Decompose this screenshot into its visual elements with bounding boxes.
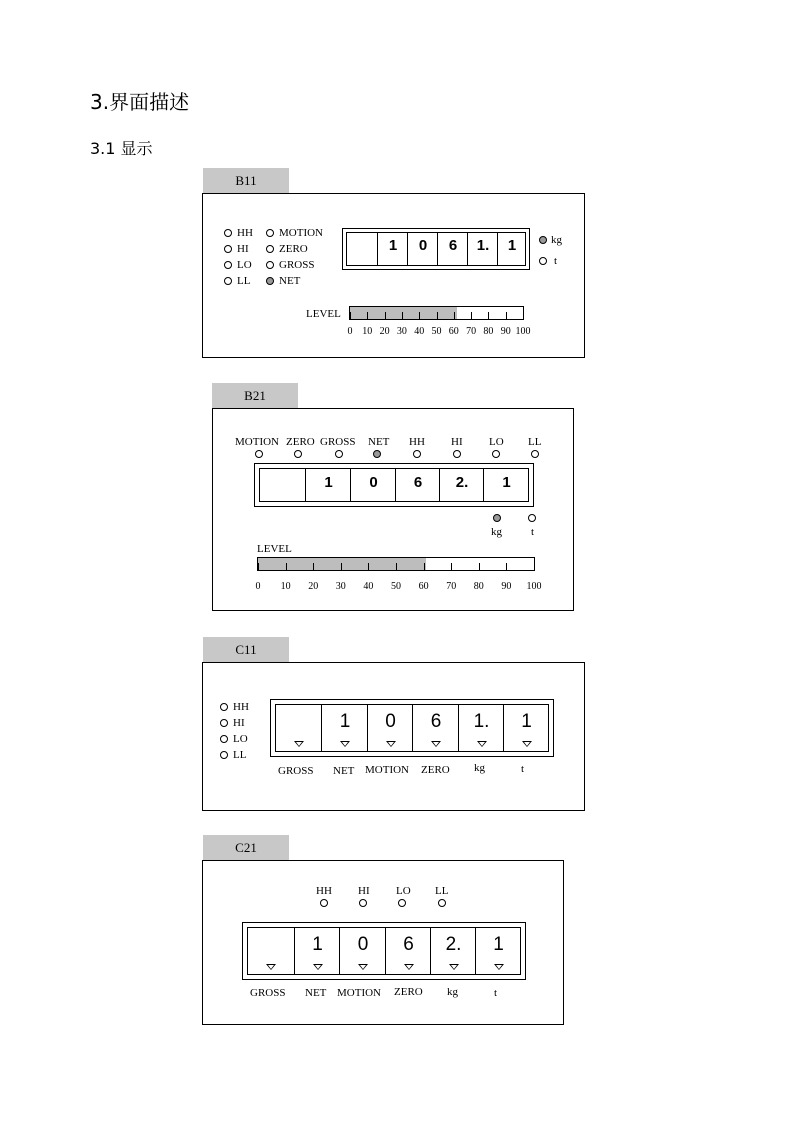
level-tick (258, 563, 259, 571)
level-tick (523, 312, 524, 320)
led-label: GROSS (320, 436, 356, 448)
level-scale-number: 60 (418, 581, 429, 592)
indicator-triangle-icon (431, 741, 441, 747)
digit-cell (276, 705, 321, 751)
digit-cell: 0 (339, 928, 386, 974)
level-scale-number: 20 (308, 581, 319, 592)
led-label: HI (237, 243, 249, 255)
digit-cell: 6 (437, 233, 468, 265)
panel-c11 (202, 662, 585, 811)
level-tick (402, 312, 403, 320)
indicator-label: MOTION (365, 764, 409, 776)
led-lo (220, 735, 228, 743)
level-tick (385, 312, 386, 320)
led-label: LO (489, 436, 504, 448)
digit-cell: 1 (305, 469, 351, 501)
level-scale-number: 100 (526, 581, 542, 592)
level-tick (396, 563, 397, 571)
led-label: LL (528, 436, 542, 448)
indicator-label: MOTION (337, 987, 381, 999)
indicator-label: t (494, 987, 498, 999)
led-label: HH (409, 436, 425, 448)
led-zero (294, 450, 302, 458)
led-label: HI (233, 717, 245, 729)
digit-cell: 1 (294, 928, 340, 974)
indicator-triangle-icon (477, 741, 487, 747)
level-tick (313, 563, 314, 571)
digit-cell: 6 (385, 928, 431, 974)
level-bar-fill (258, 558, 426, 570)
level-tick (424, 563, 425, 571)
led-label: LL (237, 275, 251, 287)
digit-cell: 1 (321, 705, 368, 751)
panel-c21-tab: C21 (203, 835, 289, 860)
level-tick (488, 312, 489, 320)
led-hh (224, 229, 232, 237)
indicator-label: GROSS (278, 765, 314, 777)
level-tick (437, 312, 438, 320)
unit-label: t (531, 526, 535, 538)
led-label: MOTION (235, 436, 279, 448)
indicator-triangle-icon (358, 964, 368, 970)
level-scale-number: 60 (448, 326, 459, 337)
level-scale-number: 30 (335, 581, 346, 592)
led-hh (320, 899, 328, 907)
level-tick (479, 563, 480, 571)
level-bar-fill (350, 307, 457, 319)
indicator-triangle-icon (294, 741, 304, 747)
indicator-triangle-icon (266, 964, 276, 970)
indicator-triangle-icon (313, 964, 323, 970)
weight-display (254, 463, 534, 507)
led-gross (266, 261, 274, 269)
led-ll (224, 277, 232, 285)
panel-b11 (202, 193, 585, 358)
indicator-triangle-icon (404, 964, 414, 970)
led-label: LO (396, 885, 411, 897)
unit-led-kg (539, 236, 547, 244)
level-tick (506, 312, 507, 320)
led-lo (224, 261, 232, 269)
led-hi (359, 899, 367, 907)
level-scale-number: 100 (515, 326, 531, 337)
led-ll (531, 450, 539, 458)
level-tick (367, 312, 368, 320)
unit-led-t (539, 257, 547, 265)
indicator-label: NET (333, 765, 355, 777)
led-hi (453, 450, 461, 458)
led-label: MOTION (279, 227, 323, 239)
digit-cell: 1 (503, 705, 549, 751)
panel-c21 (202, 860, 564, 1025)
digit-cell: 1 (377, 233, 408, 265)
level-tick (454, 312, 455, 320)
level-scale-number: 40 (363, 581, 374, 592)
panel-b21 (212, 408, 574, 611)
level-scale-number: 40 (414, 326, 425, 337)
level-scale-number: 10 (362, 326, 373, 337)
led-label: LO (233, 733, 248, 745)
led-label: HH (237, 227, 253, 239)
led-zero (266, 245, 274, 253)
led-net (373, 450, 381, 458)
digit-cell: 0 (350, 469, 396, 501)
led-label: HH (233, 701, 249, 713)
indicator-label: ZERO (394, 986, 423, 998)
indicator-triangle-icon (522, 741, 532, 747)
indicator-triangle-icon (494, 964, 504, 970)
weight-display (342, 228, 530, 270)
level-scale-number: 20 (379, 326, 390, 337)
indicator-label: GROSS (250, 987, 286, 999)
led-label: NET (279, 275, 301, 287)
led-label: LO (237, 259, 252, 271)
level-tick (368, 563, 369, 571)
indicator-label: ZERO (421, 764, 450, 776)
led-label: LL (233, 749, 247, 761)
digit-cell (248, 928, 294, 974)
level-tick (534, 563, 535, 571)
level-scale-number: 70 (446, 581, 457, 592)
level-tick (506, 563, 507, 571)
led-label: ZERO (279, 243, 308, 255)
digit-cell: 1 (483, 469, 529, 501)
unit-label: kg (491, 526, 502, 538)
led-ll (220, 751, 228, 759)
section-heading: 3.界面描述 (90, 90, 190, 114)
level-label: LEVEL (257, 543, 292, 555)
level-scale-number: 80 (473, 581, 484, 592)
digit-cell: 1. (467, 233, 498, 265)
digit-cell: 1 (475, 928, 521, 974)
led-label: LL (435, 885, 449, 897)
indicator-label: NET (305, 987, 327, 999)
led-hi (224, 245, 232, 253)
level-scale-number: 90 (501, 581, 512, 592)
digit-cell: 1 (497, 233, 526, 265)
panel-b11-tab: B11 (203, 168, 289, 193)
level-scale-number: 50 (391, 581, 401, 592)
led-label: HH (316, 885, 332, 897)
indicator-triangle-icon (340, 741, 350, 747)
level-scale-number: 90 (500, 326, 511, 337)
led-motion (255, 450, 263, 458)
digit-cell: 0 (407, 233, 438, 265)
level-tick (471, 312, 472, 320)
led-hh (413, 450, 421, 458)
level-scale-number: 80 (483, 326, 494, 337)
digit-cell (260, 469, 305, 501)
led-gross (335, 450, 343, 458)
digit-cell: 1. (458, 705, 504, 751)
unit-led-t (528, 514, 536, 522)
digit-cell: 6 (395, 469, 440, 501)
led-hh (220, 703, 228, 711)
digit-cell (347, 233, 377, 265)
panel-c11-tab: C11 (203, 637, 289, 662)
level-scale-number: 0 (347, 326, 353, 337)
led-label: NET (368, 436, 390, 448)
digit-cell: 6 (412, 705, 459, 751)
level-tick (451, 563, 452, 571)
level-scale-number: 30 (396, 326, 407, 337)
level-scale-number: 70 (466, 326, 477, 337)
level-tick (341, 563, 342, 571)
indicator-label: t (521, 763, 525, 775)
led-ll (438, 899, 446, 907)
level-label: LEVEL (306, 308, 341, 320)
level-tick (286, 563, 287, 571)
indicator-triangle-icon (449, 964, 459, 970)
indicator-label: kg (474, 762, 485, 774)
weight-display (270, 699, 554, 757)
led-label: HI (451, 436, 463, 448)
led-motion (266, 229, 274, 237)
led-lo (398, 899, 406, 907)
led-lo (492, 450, 500, 458)
digit-cell: 2. (439, 469, 484, 501)
unit-label: kg (551, 234, 562, 246)
level-scale-number: 50 (431, 326, 442, 337)
weight-display (242, 922, 526, 980)
digit-cell: 2. (430, 928, 476, 974)
indicator-triangle-icon (386, 741, 396, 747)
led-label: HI (358, 885, 370, 897)
level-tick (419, 312, 420, 320)
led-label: ZERO (286, 436, 315, 448)
indicator-label: kg (447, 986, 458, 998)
led-hi (220, 719, 228, 727)
led-label: GROSS (279, 259, 315, 271)
digit-cell: 0 (367, 705, 413, 751)
unit-led-kg (493, 514, 501, 522)
panel-b21-tab: B21 (212, 383, 298, 408)
level-tick (350, 312, 351, 320)
subsection-heading: 3.1 显示 (90, 139, 153, 158)
led-net (266, 277, 274, 285)
level-scale-number: 0 (255, 581, 261, 592)
level-scale-number: 10 (280, 581, 291, 592)
unit-label: t (554, 255, 558, 267)
